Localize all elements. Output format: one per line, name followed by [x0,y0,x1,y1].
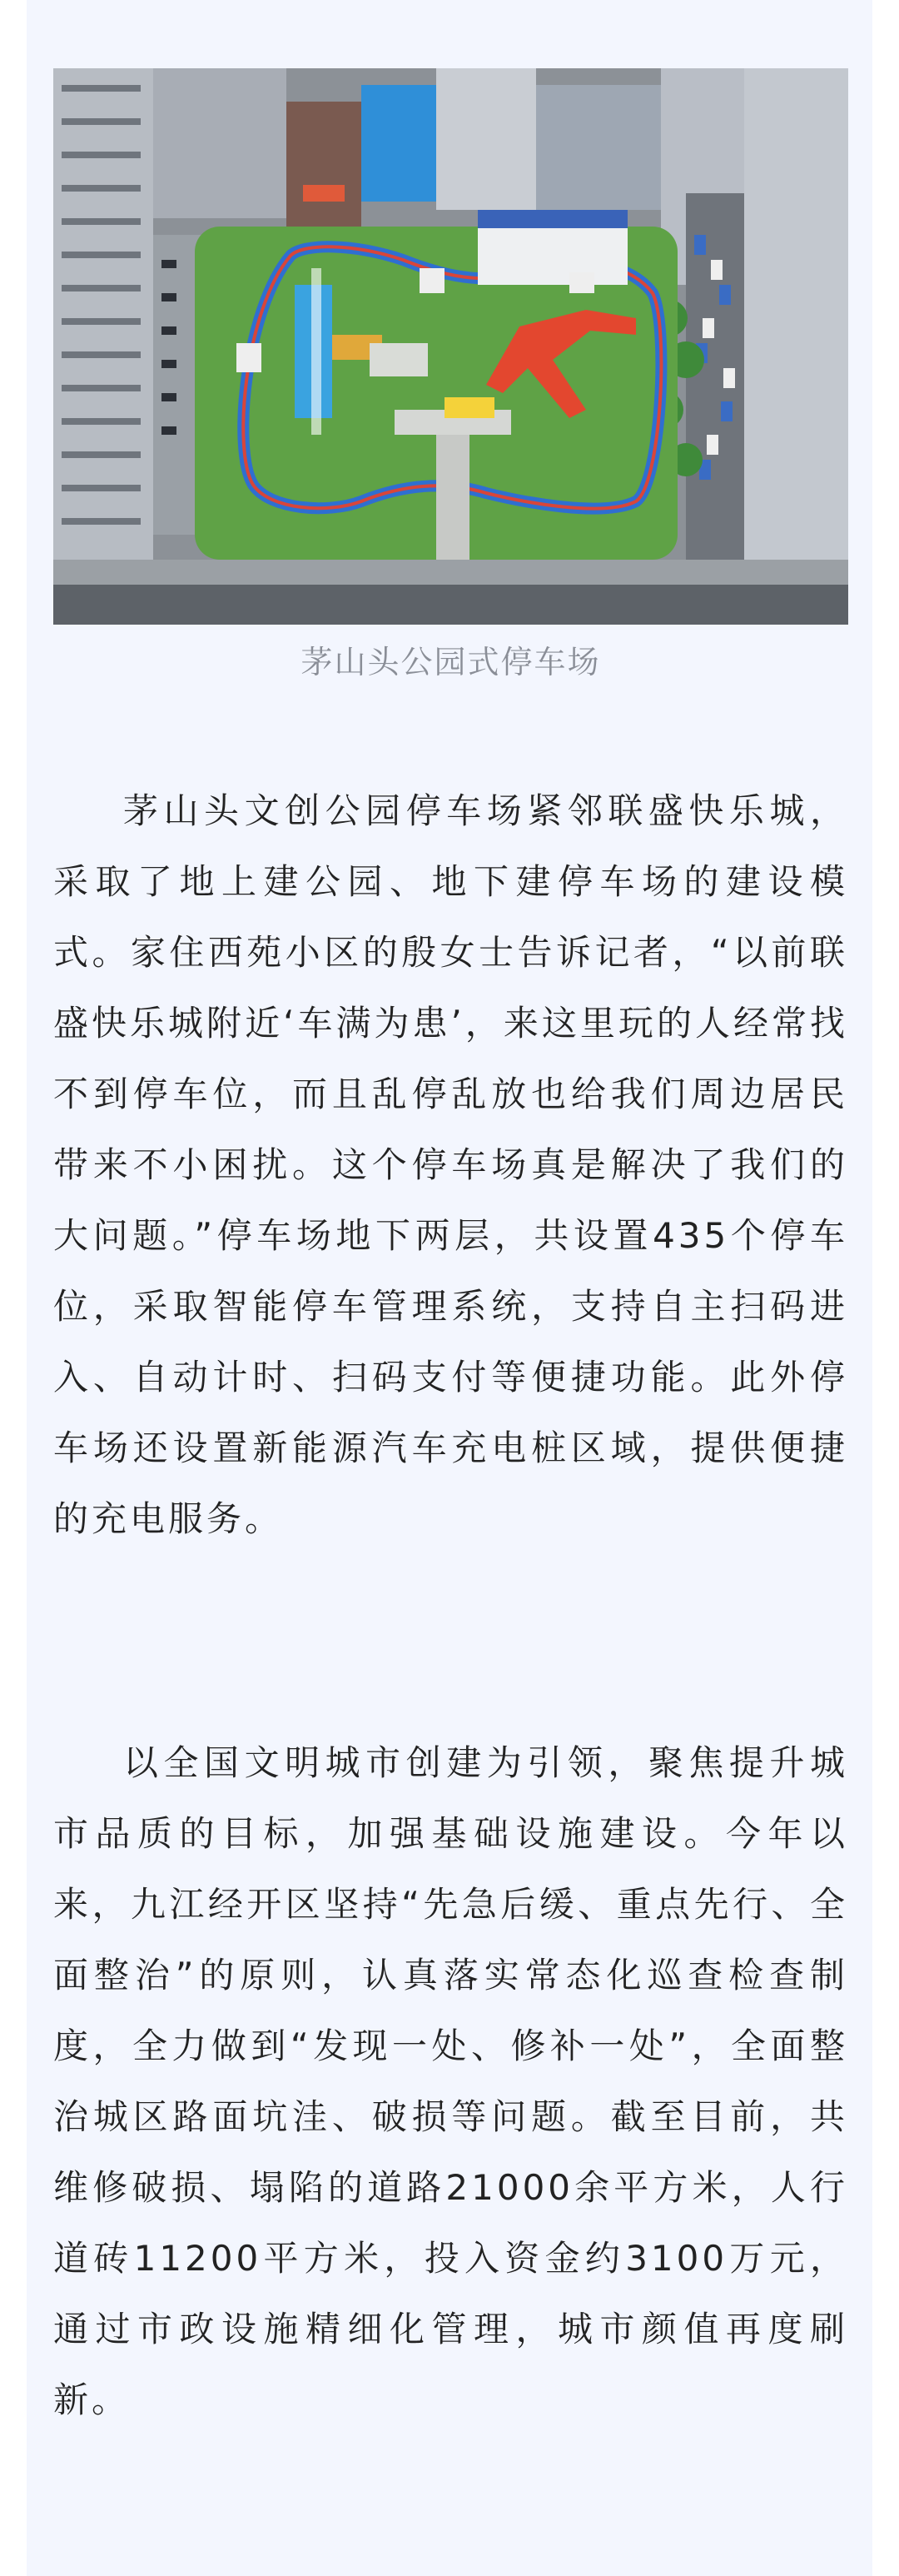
article-card [27,0,872,2576]
article-paragraph-1: 茅山头文创公园停车场紧邻联盛快乐城，采取了地上建公园、地下建停车场的建设模式。家住西苑小区的殷女士告诉记者，“以前联盛快乐城附近‘车满为患’，来这里玩的人经常找不到停车位，而且乱停乱放也给我们周边居民带来不小困扰。这个停车场真是解决了我们的大问题。”停车场地下两层，共设置435个停车位，采取智能停车管理系统，支持自主扫码进入、自动计时、扫码支付等便捷功能。此外停车场还设置新能源汽车充电桩区域，提供便捷的充电服务。 [53,790,848,1539]
photo-caption: 茅山头公园式停车场 [300,644,601,680]
article-paragraph-2: 以全国文明城市创建为引领，聚焦提升城市品质的目标，加强基础设施建设。今年以来，九江经开区坚持“先急后缓、重点先行、全面整治”的原则，认真落实常态化巡查检查制度，全力做到“发现一处、修补一处”，全面整治城区路面坑洼、破损等问题。截至目前，共维修破损、塌陷的道路21000余平方米，人行道砖11200平方米，投入资金约3100万元，通过市政设施精细化管理，城市颜值再度刷新。 [53,1742,848,2420]
aerial-park-photo-icon [53,68,848,625]
article-photo [53,68,848,625]
